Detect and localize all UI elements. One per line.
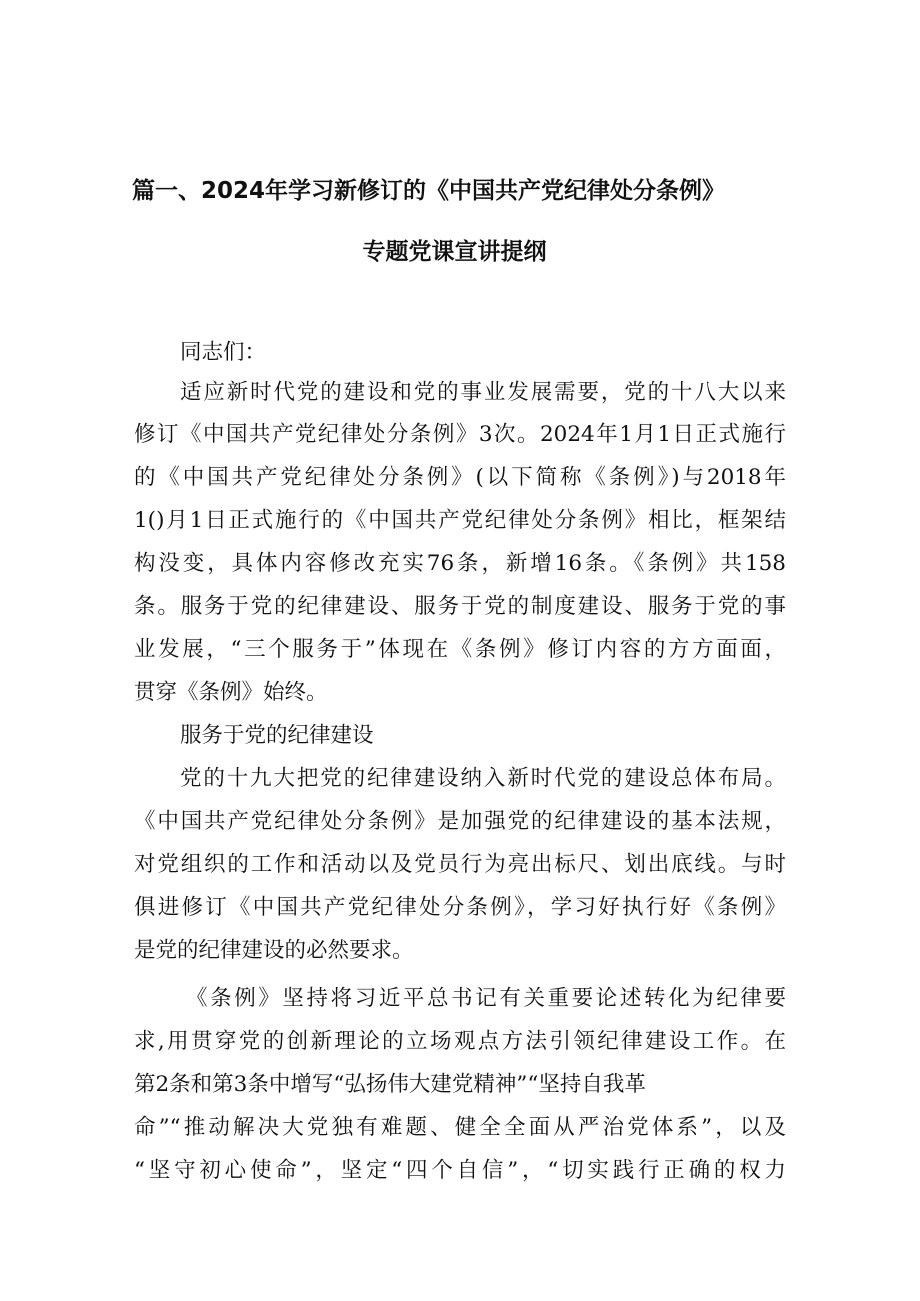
paragraph-line: 条。服务于党的纪律建设、服务于党的制度建设、服务于党的事: [134, 594, 786, 619]
paragraph-line: 贯穿《条例》始终。: [134, 680, 328, 705]
paragraph-line: 党的十九大把党的纪律建设纳入新时代党的建设总体布局。: [180, 766, 786, 791]
paragraph-line: 第2条和第3条中增写“弘扬伟大建党精神”“坚持自我革: [134, 1072, 646, 1097]
document-title-line-1: 篇一、2024年学习新修订的《中国共产党纪律处分条例》: [132, 178, 726, 204]
paragraph-line: 修订《中国共产党纪律处分条例》3次。2024年1月1日正式施行: [134, 422, 786, 447]
paragraph-line: 业发展，“三个服务于”体现在《条例》修订内容的方方面面，: [134, 637, 786, 662]
paragraph-line: 适应新时代党的建设和党的事业发展需要，党的十八大以来: [180, 380, 786, 405]
paragraph-line: 构没变，具体内容修改充实76条，新增16条。《条例》共158: [134, 551, 786, 576]
section-heading: 服务于党的纪律建设: [180, 723, 374, 748]
paragraph-line: 对党组织的工作和活动以及党员行为亮出标尺、划出底线。与时: [134, 852, 786, 877]
document-title-line-2: 专题党课宣讲提纲: [362, 239, 547, 265]
paragraph-line: 《条例》坚持将习近平总书记有关重要论述转化为纪律要: [186, 986, 786, 1011]
salutation: 同志们：: [180, 340, 267, 365]
paragraph-line: 俱进修订《中国共产党纪律处分条例》，学习好执行好《条例》: [134, 895, 786, 920]
paragraph-line: “坚守初心使命”，坚定“四个自信”，“切实践行正确的权力: [134, 1158, 786, 1183]
paragraph-line: 求,用贯穿党的创新理论的立场观点方法引领纪律建设工作。在: [134, 1029, 786, 1054]
paragraph-line: 命”“推动解决大党独有难题、健全全面从严治党体系”，以及: [134, 1115, 786, 1140]
paragraph-line: 是党的纪律建设的必然要求。: [134, 938, 414, 963]
paragraph-line: 1()月1日正式施行的《中国共产党纪律处分条例》相比，框架结: [134, 508, 786, 533]
paragraph-line: 《中国共产党纪律处分条例》是加强党的纪律建设的基本法规，: [134, 809, 786, 834]
paragraph-line: 的《中国共产党纪律处分条例》(以下简称《条例》)与2018年: [134, 465, 786, 490]
